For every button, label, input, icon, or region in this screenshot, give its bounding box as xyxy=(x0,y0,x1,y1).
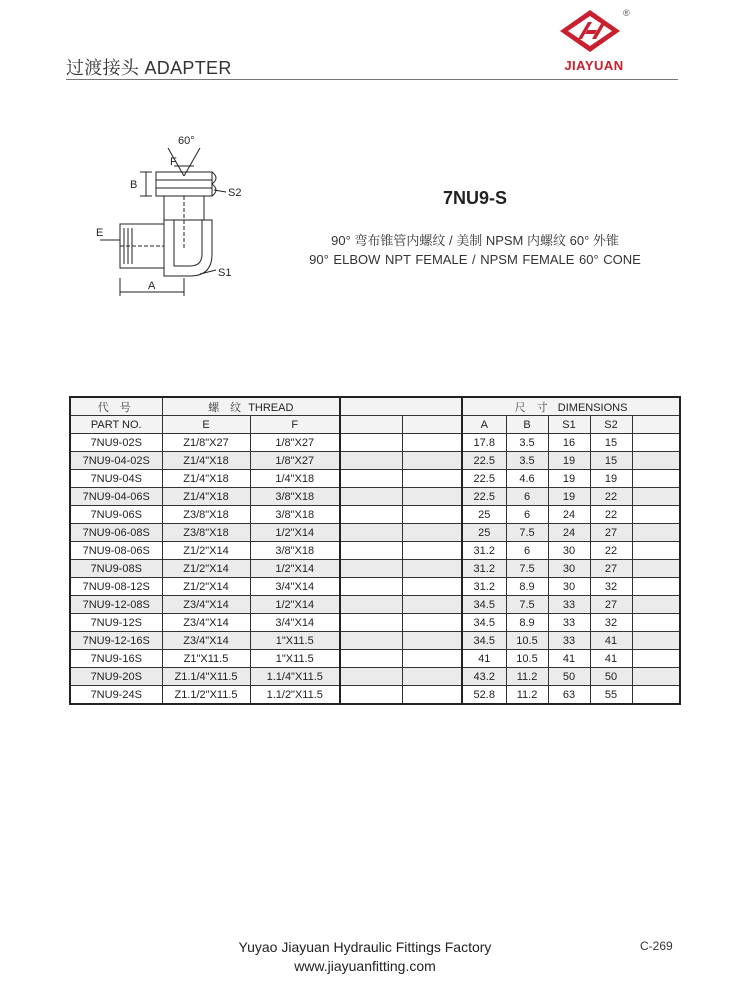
cell-blank xyxy=(402,650,462,668)
product-code: 7NU9-S xyxy=(442,188,508,208)
cell-dim-a: 25 xyxy=(462,506,506,524)
col-header-e: E xyxy=(162,416,250,434)
cell-blank xyxy=(340,614,402,632)
cell-thread-f: 3/4"X14 xyxy=(250,578,340,596)
cell-dim-a: 17.8 xyxy=(462,434,506,452)
cell-dim-b: 6 xyxy=(506,542,548,560)
cell-dim-s1: 33 xyxy=(548,632,590,650)
dimensions-header: 尺 寸 DIMENSIONS xyxy=(462,397,680,416)
cell-dim-b: 4.6 xyxy=(506,470,548,488)
table-row xyxy=(70,650,680,668)
cell-dim-s1: 24 xyxy=(548,506,590,524)
cell-blank xyxy=(632,560,680,578)
cell-blank xyxy=(632,506,680,524)
cell-thread-f: 1/2"X14 xyxy=(250,560,340,578)
cell-blank xyxy=(402,452,462,470)
cell-dim-a: 34.5 xyxy=(462,614,506,632)
cell-part-no: 7NU9-24S xyxy=(70,686,162,705)
company-name: Yuyao Jiayuan Hydraulic Fittings Factory xyxy=(238,939,492,955)
cell-dim-s2: 22 xyxy=(590,488,632,506)
cell-thread-e: Z3/8"X18 xyxy=(162,524,250,542)
table-header-row-1 xyxy=(70,397,680,416)
cell-blank xyxy=(402,614,462,632)
dim-label-s1: S1 xyxy=(218,267,232,279)
cell-dim-b: 7.5 xyxy=(506,524,548,542)
cell-thread-e: Z1/4"X18 xyxy=(162,452,250,470)
cell-dim-s2: 19 xyxy=(590,470,632,488)
cell-blank xyxy=(340,452,402,470)
cell-dim-b: 6 xyxy=(506,488,548,506)
cell-thread-e: Z3/8"X18 xyxy=(162,506,250,524)
cell-dim-s2: 15 xyxy=(590,434,632,452)
cell-dim-a: 34.5 xyxy=(462,596,506,614)
cell-blank xyxy=(402,470,462,488)
cell-thread-f: 1.1/2"X11.5 xyxy=(250,686,340,705)
cell-dim-a: 34.5 xyxy=(462,632,506,650)
header-divider xyxy=(66,79,678,80)
cell-blank xyxy=(340,596,402,614)
cell-dim-s2: 22 xyxy=(590,542,632,560)
table-row xyxy=(70,686,680,705)
cell-thread-e: Z1/8"X27 xyxy=(162,434,250,452)
cell-part-no: 7NU9-12-08S xyxy=(70,596,162,614)
cell-blank xyxy=(340,668,402,686)
cell-dim-a: 43.2 xyxy=(462,668,506,686)
cell-dim-a: 31.2 xyxy=(462,542,506,560)
company-website: www.jiayuanfitting.com xyxy=(294,958,436,974)
table-row xyxy=(70,542,680,560)
spec-table xyxy=(69,396,681,705)
cell-blank xyxy=(632,632,680,650)
blank-header xyxy=(340,397,462,416)
cell-dim-a: 22.5 xyxy=(462,488,506,506)
cell-part-no: 7NU9-08-12S xyxy=(70,578,162,596)
dim-label-a: A xyxy=(148,280,156,292)
cell-dim-s1: 33 xyxy=(548,596,590,614)
partno-cn-header: 代 号 xyxy=(70,397,162,416)
table-row xyxy=(70,506,680,524)
cell-dim-a: 31.2 xyxy=(462,578,506,596)
cell-blank xyxy=(632,452,680,470)
cell-part-no: 7NU9-04-06S xyxy=(70,488,162,506)
cell-thread-f: 1.1/4"X11.5 xyxy=(250,668,340,686)
cell-dim-a: 22.5 xyxy=(462,470,506,488)
page-title: 过渡接头 ADAPTER xyxy=(66,58,232,78)
cell-thread-f: 3/8"X18 xyxy=(250,506,340,524)
col-header-blank xyxy=(402,416,462,434)
cell-dim-b: 6 xyxy=(506,506,548,524)
cell-part-no: 7NU9-04S xyxy=(70,470,162,488)
cell-blank xyxy=(632,596,680,614)
cell-dim-s1: 19 xyxy=(548,488,590,506)
cell-dim-b: 10.5 xyxy=(506,632,548,650)
col-header-blank xyxy=(632,416,680,434)
cell-dim-s1: 16 xyxy=(548,434,590,452)
cell-thread-e: Z1/4"X18 xyxy=(162,470,250,488)
cell-blank xyxy=(632,578,680,596)
cell-blank xyxy=(632,524,680,542)
col-header-b: B xyxy=(506,416,548,434)
cell-dim-s1: 41 xyxy=(548,650,590,668)
cell-thread-e: Z1.1/4"X11.5 xyxy=(162,668,250,686)
cell-blank xyxy=(632,686,680,705)
brand-name: JIAYUAN xyxy=(564,58,624,73)
cell-blank xyxy=(340,578,402,596)
cell-blank xyxy=(632,650,680,668)
angle-label: 60° xyxy=(178,135,195,147)
cell-thread-f: 3/4"X14 xyxy=(250,614,340,632)
registered-mark: ® xyxy=(623,8,630,18)
cell-thread-e: Z1"X11.5 xyxy=(162,650,250,668)
cell-blank xyxy=(340,686,402,705)
cell-blank xyxy=(632,470,680,488)
cell-thread-e: Z1/4"X18 xyxy=(162,488,250,506)
cell-blank xyxy=(402,596,462,614)
cell-part-no: 7NU9-12S xyxy=(70,614,162,632)
cell-dim-s2: 27 xyxy=(590,596,632,614)
cell-thread-f: 3/8"X18 xyxy=(250,542,340,560)
cell-dim-a: 22.5 xyxy=(462,452,506,470)
cell-dim-a: 41 xyxy=(462,650,506,668)
cell-dim-b: 11.2 xyxy=(506,686,548,705)
cell-blank xyxy=(340,650,402,668)
cell-thread-f: 1/2"X14 xyxy=(250,524,340,542)
cell-blank xyxy=(632,542,680,560)
cell-thread-f: 1"X11.5 xyxy=(250,650,340,668)
table-row xyxy=(70,524,680,542)
cell-part-no: 7NU9-06S xyxy=(70,506,162,524)
cell-dim-s1: 30 xyxy=(548,542,590,560)
cell-blank xyxy=(340,632,402,650)
table-header-row-2 xyxy=(70,416,680,434)
dim-label-f: F xyxy=(170,156,177,168)
cell-dim-s2: 22 xyxy=(590,506,632,524)
cell-dim-b: 3.5 xyxy=(506,452,548,470)
cell-dim-b: 7.5 xyxy=(506,596,548,614)
cell-part-no: 7NU9-08S xyxy=(70,560,162,578)
cell-dim-s2: 32 xyxy=(590,578,632,596)
table-row xyxy=(70,560,680,578)
cell-blank xyxy=(340,488,402,506)
cell-thread-e: Z3/4"X14 xyxy=(162,596,250,614)
table-row xyxy=(70,632,680,650)
cell-blank xyxy=(402,506,462,524)
cell-thread-e: Z1/2"X14 xyxy=(162,560,250,578)
col-header-s1: S1 xyxy=(548,416,590,434)
cell-blank xyxy=(340,470,402,488)
col-header-a: A xyxy=(462,416,506,434)
cell-blank xyxy=(340,542,402,560)
cell-blank xyxy=(632,488,680,506)
table-row xyxy=(70,614,680,632)
cell-thread-f: 1/2"X14 xyxy=(250,596,340,614)
cell-thread-f: 1"X11.5 xyxy=(250,632,340,650)
cell-part-no: 7NU9-08-06S xyxy=(70,542,162,560)
cell-blank xyxy=(402,632,462,650)
product-description-cn: 90° 弯布锥管内螺纹 / 美制 NPSM 内螺纹 60° 外锥 xyxy=(331,233,619,248)
cell-part-no: 7NU9-20S xyxy=(70,668,162,686)
product-description-en: 90° ELBOW NPT FEMALE / NPSM FEMALE 60° CONE xyxy=(309,252,641,267)
table-row xyxy=(70,596,680,614)
cell-dim-s2: 41 xyxy=(590,632,632,650)
cell-blank xyxy=(402,668,462,686)
cell-dim-a: 25 xyxy=(462,524,506,542)
table-row xyxy=(70,434,680,452)
cell-dim-s1: 24 xyxy=(548,524,590,542)
dim-label-e: E xyxy=(96,227,104,239)
table-row xyxy=(70,488,680,506)
cell-blank xyxy=(402,524,462,542)
page-number: C-269 xyxy=(640,939,673,953)
cell-thread-e: Z1/2"X14 xyxy=(162,542,250,560)
cell-blank xyxy=(632,668,680,686)
cell-dim-s1: 30 xyxy=(548,578,590,596)
table-row xyxy=(70,452,680,470)
cell-dim-s2: 55 xyxy=(590,686,632,705)
col-header-blank xyxy=(340,416,402,434)
thread-header: 螺 纹 THREAD xyxy=(162,397,340,416)
cell-blank xyxy=(402,488,462,506)
cell-dim-b: 3.5 xyxy=(506,434,548,452)
cell-part-no: 7NU9-12-16S xyxy=(70,632,162,650)
cell-dim-s1: 30 xyxy=(548,560,590,578)
cell-thread-f: 3/8"X18 xyxy=(250,488,340,506)
cell-dim-a: 31.2 xyxy=(462,560,506,578)
cell-dim-s2: 41 xyxy=(590,650,632,668)
cell-part-no: 7NU9-04-02S xyxy=(70,452,162,470)
col-header-f: F xyxy=(250,416,340,434)
jiayuan-logo-icon xyxy=(558,8,622,54)
dim-label-s2: S2 xyxy=(228,187,242,199)
cell-thread-e: Z1/2"X14 xyxy=(162,578,250,596)
table-row xyxy=(70,470,680,488)
cell-blank xyxy=(340,560,402,578)
cell-thread-f: 1/4"X18 xyxy=(250,470,340,488)
cell-thread-e: Z3/4"X14 xyxy=(162,614,250,632)
cell-blank xyxy=(402,434,462,452)
cell-part-no: 7NU9-02S xyxy=(70,434,162,452)
cell-dim-s2: 50 xyxy=(590,668,632,686)
cell-blank xyxy=(340,506,402,524)
cell-part-no: 7NU9-06-08S xyxy=(70,524,162,542)
cell-blank xyxy=(340,524,402,542)
cell-blank xyxy=(632,434,680,452)
cell-dim-a: 52.8 xyxy=(462,686,506,705)
table-row xyxy=(70,578,680,596)
fitting-drawing xyxy=(90,128,260,303)
col-header-partno: PART NO. xyxy=(70,416,162,434)
cell-blank xyxy=(402,578,462,596)
cell-part-no: 7NU9-16S xyxy=(70,650,162,668)
cell-blank xyxy=(632,614,680,632)
cell-dim-b: 7.5 xyxy=(506,560,548,578)
cell-dim-s1: 50 xyxy=(548,668,590,686)
table-row xyxy=(70,668,680,686)
cell-dim-s2: 27 xyxy=(590,560,632,578)
brand-logo xyxy=(548,8,640,74)
cell-dim-s1: 33 xyxy=(548,614,590,632)
cell-dim-s2: 32 xyxy=(590,614,632,632)
cell-dim-s2: 27 xyxy=(590,524,632,542)
cell-blank xyxy=(340,434,402,452)
cell-thread-e: Z1.1/2"X11.5 xyxy=(162,686,250,705)
col-header-s2: S2 xyxy=(590,416,632,434)
cell-thread-e: Z3/4"X14 xyxy=(162,632,250,650)
cell-dim-b: 8.9 xyxy=(506,614,548,632)
cell-dim-b: 11.2 xyxy=(506,668,548,686)
cell-blank xyxy=(402,560,462,578)
cell-dim-b: 10.5 xyxy=(506,650,548,668)
cell-thread-f: 1/8"X27 xyxy=(250,452,340,470)
cell-blank xyxy=(402,686,462,705)
cell-dim-b: 8.9 xyxy=(506,578,548,596)
cell-thread-f: 1/8"X27 xyxy=(250,434,340,452)
cell-blank xyxy=(402,542,462,560)
dim-label-b: B xyxy=(130,179,138,191)
cell-dim-s1: 63 xyxy=(548,686,590,705)
cell-dim-s1: 19 xyxy=(548,452,590,470)
cell-dim-s2: 15 xyxy=(590,452,632,470)
cell-dim-s1: 19 xyxy=(548,470,590,488)
